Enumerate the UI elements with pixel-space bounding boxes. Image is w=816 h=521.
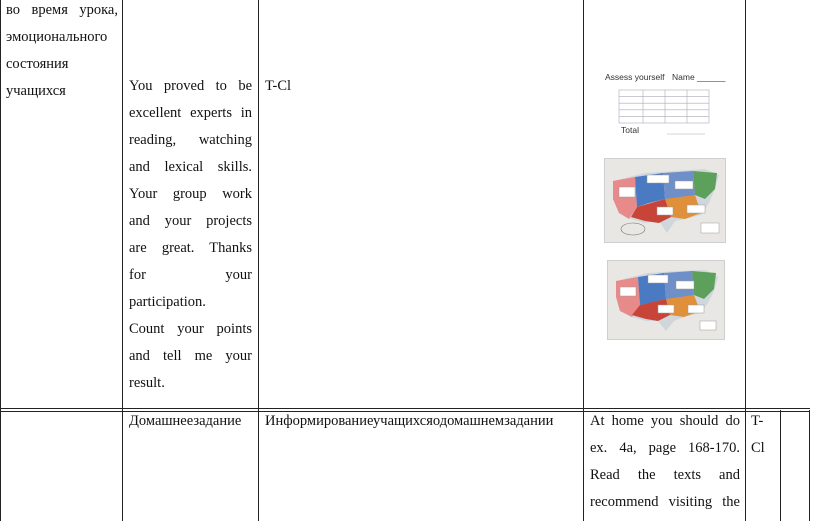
usa-map-graphic xyxy=(608,261,724,339)
homework-line: ex. 4a, page 168-170. xyxy=(590,440,740,456)
assess-total-label: Total xyxy=(621,125,639,135)
feedback-line: result. xyxy=(129,375,165,391)
assess-grid-graphic xyxy=(599,66,727,138)
assess-title: Assess yourself xyxy=(605,72,665,82)
assess-name-label: Name ______ xyxy=(672,72,726,82)
feedback-line: excellent experts in xyxy=(129,105,252,121)
feedback-line: Count your points xyxy=(129,321,252,337)
homework-heading: Домашнеезадание xyxy=(129,413,242,429)
stage-line: эмоционального xyxy=(6,29,108,45)
homework-line: Read the texts and xyxy=(590,467,740,483)
homework-goal: Информированиеучащихсяодомашнемзадании xyxy=(265,413,554,429)
stage-line: учащихся xyxy=(6,83,66,99)
feedback-line: reading, watching xyxy=(129,132,252,148)
table-border-left xyxy=(0,0,1,521)
feedback-line: for your xyxy=(129,267,252,283)
row2-stage-title xyxy=(129,408,241,435)
usa-map-photo xyxy=(604,158,726,243)
row1-stage-description xyxy=(6,0,118,105)
row1-teacher-feedback xyxy=(129,73,252,397)
homework-line: recommend visiting the xyxy=(590,494,740,510)
row1-interaction-mode xyxy=(265,73,291,100)
feedback-line: are great. Thanks xyxy=(129,240,252,256)
feedback-line: You proved to be xyxy=(129,78,252,94)
table-border-right xyxy=(809,410,810,521)
table-col-divider xyxy=(780,410,781,521)
homework-line: At home you should do xyxy=(590,413,740,429)
assess-yourself-image xyxy=(599,66,727,138)
table-col-divider xyxy=(122,0,123,521)
feedback-line: participation. xyxy=(129,294,206,310)
row2-stage-goal xyxy=(265,408,580,435)
feedback-line: and lexical skills. xyxy=(129,159,252,175)
mode-label: T-Cl xyxy=(265,78,292,94)
table-col-divider xyxy=(258,0,259,521)
usa-map-photo xyxy=(607,260,725,340)
mode-label: T- xyxy=(751,413,764,429)
feedback-line: and your projects xyxy=(129,213,252,229)
mode-label: Cl xyxy=(751,440,765,456)
table-col-divider xyxy=(583,0,584,521)
usa-map-graphic xyxy=(605,159,725,242)
table-col-divider xyxy=(745,0,746,521)
feedback-line: and tell me your xyxy=(129,348,252,364)
row2-interaction-mode xyxy=(751,408,779,462)
feedback-line: Your group work xyxy=(129,186,252,202)
stage-line: во время урока, xyxy=(6,2,118,18)
row2-homework-instructions xyxy=(590,408,740,516)
stage-line: состояния xyxy=(6,56,69,72)
